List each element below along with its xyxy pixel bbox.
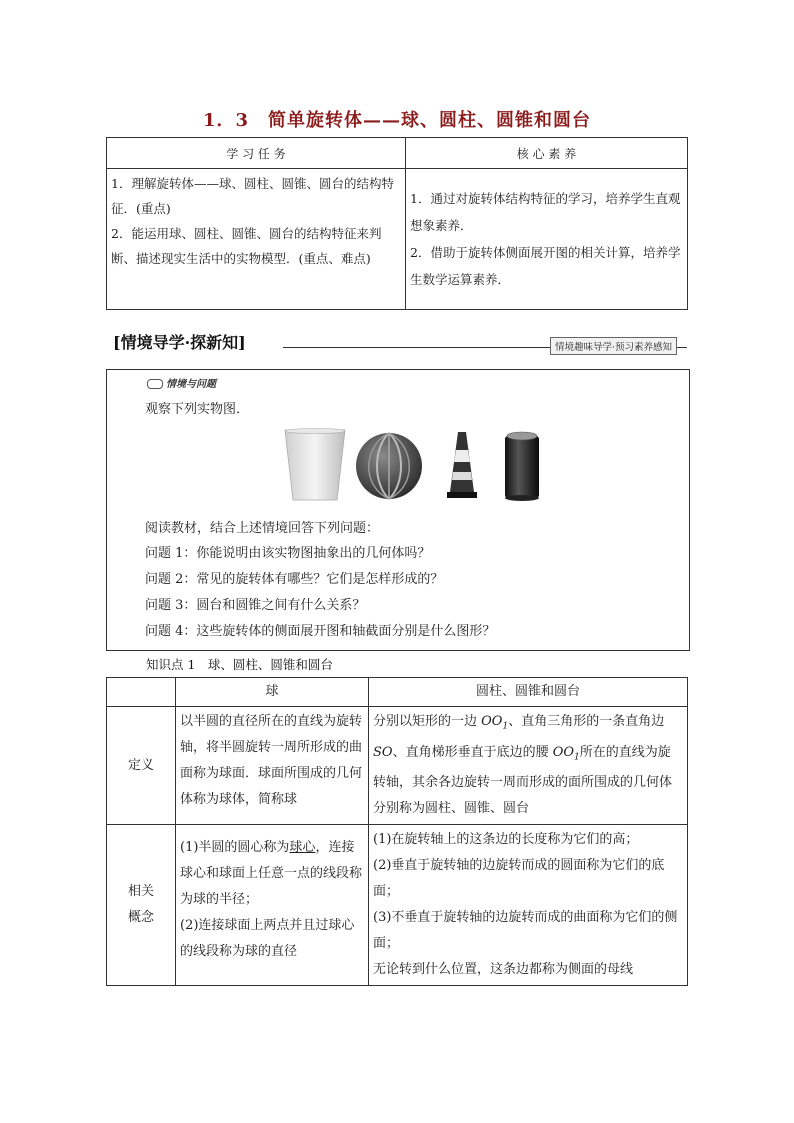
eye-icon bbox=[147, 379, 163, 389]
task-header: 学 习 任 务 bbox=[107, 138, 406, 169]
watermelon-image bbox=[356, 433, 422, 499]
task-item: 1．理解旋转体——球、圆柱、圆锥、圆台的结构特征．(重点) bbox=[111, 176, 394, 216]
other-concept-1: (1)在旋转轴上的这条边的长度称为它们的高； bbox=[373, 832, 639, 848]
definition-label: 定义 bbox=[107, 707, 176, 825]
paper-cup-image bbox=[285, 429, 345, 501]
task-item: 2．能运用球、圆柱、圆锥、圆台的结构特征来判断、描述现实生活中的实物模型．(重点、难点) bbox=[111, 226, 382, 266]
observe-text: 观察下列实物图． bbox=[145, 402, 250, 417]
def-text: 、直角三角形的一条直角边 bbox=[508, 714, 665, 729]
page-title: 1．3 简单旋转体——球、圆柱、圆锥和圆台 bbox=[202, 110, 592, 131]
literacy-header: 核 心 素 养 bbox=[406, 138, 688, 169]
sphere-definition: 以半圆的直径所在的直线为旋转轴，将半圆旋转一周所形成的曲面称为球面．球面所围成的几何体称为球体，简称球 bbox=[176, 707, 369, 825]
def-text: 、直角梯形垂直于底边的腰 bbox=[392, 744, 553, 760]
concept-underline: 球心 bbox=[289, 840, 316, 856]
section-heading: [情境导学·探新知] bbox=[113, 333, 246, 352]
section-badge: 情境趣味导学·预习素养感知 bbox=[550, 337, 677, 355]
concept-text: ，连接球心和球面上任意一点的线段称为球的半径； bbox=[180, 840, 363, 908]
corner-cell bbox=[107, 678, 176, 707]
situation-label-text: 情境与问题 bbox=[166, 379, 216, 390]
task-cell bbox=[107, 169, 406, 310]
var-so: SO bbox=[373, 744, 393, 760]
sphere-concept-1 bbox=[180, 835, 364, 913]
literacy-item: 2．借助于旋转体侧面展开图的相关计算，培养学生数学运算素养． bbox=[410, 245, 681, 287]
intro-text: 阅读教材，结合上述情境回答下列问题： bbox=[145, 521, 380, 536]
knowledge-point-title: 知识点 1 球、圆柱、圆锥和圆台 bbox=[146, 657, 333, 672]
other-concepts bbox=[369, 825, 688, 986]
traffic-cone-image bbox=[447, 432, 477, 498]
var-sub: 1 bbox=[502, 721, 509, 732]
other-header: 圆柱、圆锥和圆台 bbox=[369, 678, 688, 707]
question-3: 问题 3：圆台和圆锥之间有什么关系？ bbox=[145, 598, 366, 613]
def-text: 所在的直线为旋转轴，其余各边旋转一周而形成的面所围成的几何体分别称为圆柱、圆锥、圆台 bbox=[373, 744, 673, 817]
related-concepts-label bbox=[107, 825, 176, 986]
object-images bbox=[283, 428, 543, 503]
literacy-item: 1．通过对旋转体结构特征的学习，培养学生直观想象素养． bbox=[410, 191, 681, 233]
knowledge-table bbox=[106, 677, 688, 986]
concept-text: (1)半圆的圆心称为 bbox=[180, 840, 290, 856]
var-oo-text: OO bbox=[552, 744, 575, 760]
other-concept-2: (2)垂直于旋转轴的边旋转而成的圆面称为它们的底面； bbox=[373, 858, 665, 900]
situation-label bbox=[147, 375, 216, 390]
situation-box bbox=[106, 369, 690, 651]
related-label-text: 相关概念 bbox=[127, 884, 154, 926]
var-oo-text: OO bbox=[481, 714, 503, 729]
literacy-cell bbox=[406, 169, 688, 310]
sphere-header: 球 bbox=[176, 678, 369, 707]
def-text: 分别以矩形的一边 bbox=[373, 714, 482, 729]
sphere-concept-2: (2)连接球面上两点并且过球心的线段称为球的直径 bbox=[180, 918, 355, 960]
other-concept-4: 无论转到什么位置，这条边都称为侧面的母线 bbox=[373, 962, 634, 978]
task-table bbox=[106, 137, 688, 310]
var-sub: 1 bbox=[574, 752, 580, 763]
section-header bbox=[113, 330, 687, 352]
other-concept-3: (3)不垂直于旋转轴的边旋转而成的曲面称为它们的侧面； bbox=[373, 910, 678, 952]
var-oo bbox=[552, 744, 580, 763]
var-oo bbox=[481, 714, 509, 732]
question-2: 问题 2：常见的旋转体有哪些？它们是怎样形成的？ bbox=[145, 572, 444, 587]
question-4: 问题 4：这些旋转体的侧面展开图和轴截面分别是什么图形？ bbox=[145, 624, 496, 639]
question-1: 问题 1：你能说明由该实物图抽象出的几何体吗？ bbox=[145, 546, 431, 561]
sphere-concepts bbox=[176, 825, 369, 986]
soda-can-image bbox=[505, 432, 539, 501]
other-definition bbox=[369, 707, 688, 825]
